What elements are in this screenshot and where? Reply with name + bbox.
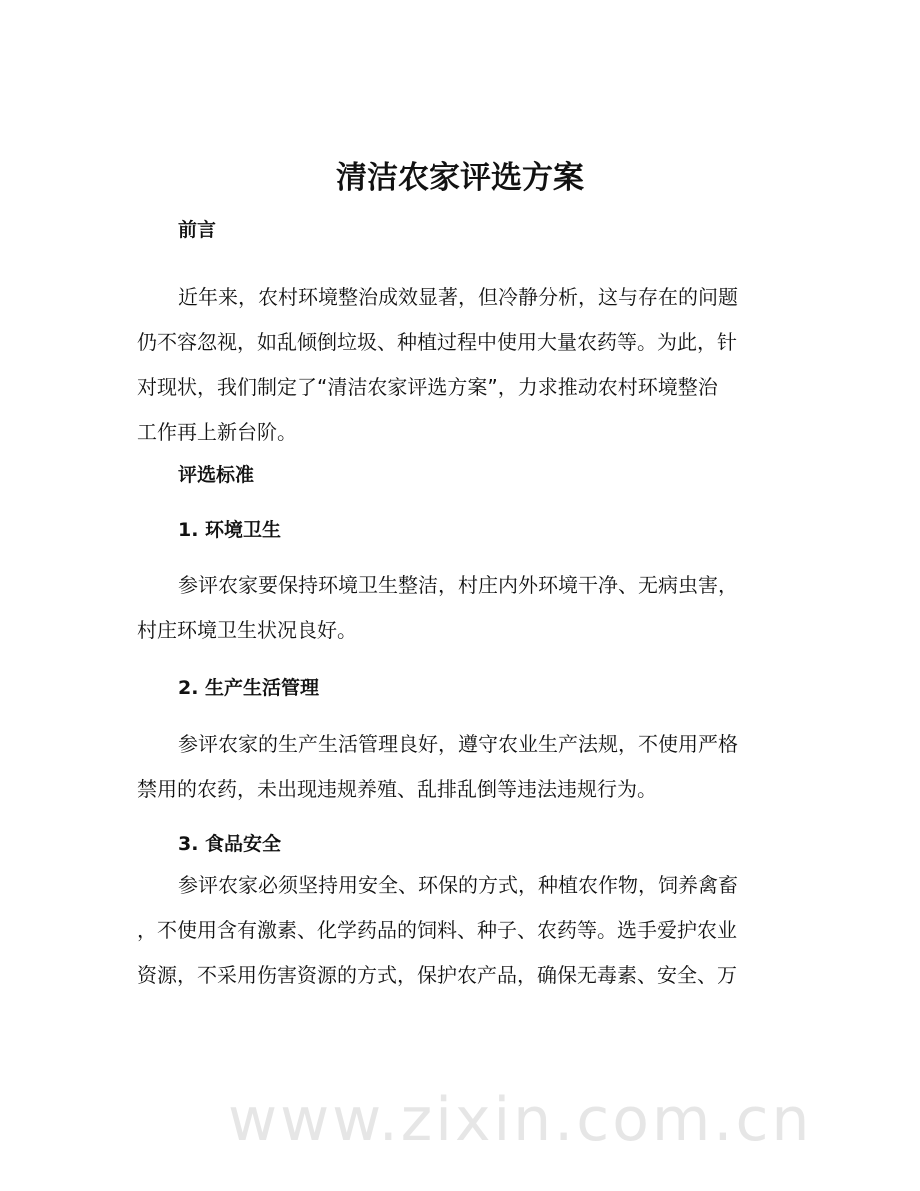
paragraph-preface — [137, 275, 777, 455]
heading-preface: 前言 — [178, 219, 217, 241]
text-line: 工作再上新台阶。 — [137, 420, 297, 444]
heading-food-safety: 3. 食品安全 — [178, 833, 282, 855]
heading-environment: 1. 环境卫生 — [178, 519, 282, 541]
text-line: 参评农家要保持环境卫生整洁，村庄内外环境干净、无病虫害， — [178, 573, 738, 597]
watermark: www.zixin.com.cn — [228, 1085, 813, 1155]
text-line: 禁用的农药，未出现违规养殖、乱排乱倒等违法违规行为。 — [137, 777, 657, 801]
text-line: 对现状，我们制定了“清洁农家评选方案”，力求推动农村环境整治 — [137, 375, 718, 399]
document-title: 清洁农家评选方案 — [336, 160, 584, 196]
heading-production: 2. 生产生活管理 — [178, 677, 320, 699]
text-line: 参评农家必须坚持用安全、环保的方式，种植农作物，饲养禽畜 — [178, 873, 738, 897]
text-line: 村庄环境卫生状况良好。 — [137, 618, 357, 642]
text-line: 仍不容忽视，如乱倾倒垃圾、种植过程中使用大量农药等。为此，针 — [137, 330, 737, 354]
text-line: 参评农家的生产生活管理良好，遵守农业生产法规，不使用严格 — [178, 732, 738, 756]
paragraph-environment — [137, 563, 777, 653]
paragraph-food-safety — [137, 863, 777, 998]
paragraph-production — [137, 722, 777, 812]
heading-criteria: 评选标准 — [178, 464, 255, 486]
text-line: 近年来，农村环境整治成效显著，但冷静分析，这与存在的问题 — [178, 285, 738, 309]
text-line: ，不使用含有激素、化学药品的饲料、种子、农药等。选手爱护农业 — [137, 918, 737, 942]
text-line: 资源，不采用伤害资源的方式，保护农产品，确保无毒素、安全、万 — [137, 963, 737, 987]
